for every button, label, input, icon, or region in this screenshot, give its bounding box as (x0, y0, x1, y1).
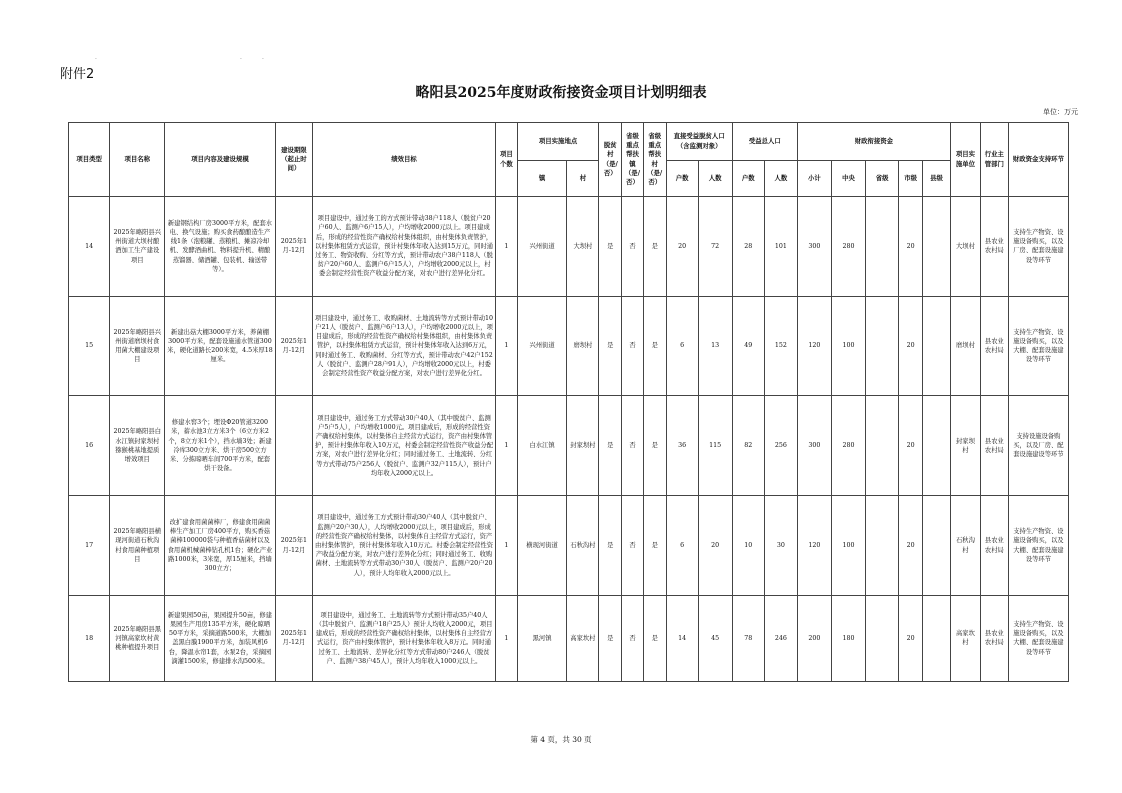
cell-city: 20 (899, 496, 923, 596)
cell-key-town: 否 (622, 197, 644, 297)
cell-central: 100 (832, 296, 866, 396)
scan-dot: · (262, 56, 264, 63)
cell-direct-persons: 13 (698, 296, 732, 396)
cell-poor-village: 是 (599, 296, 622, 396)
header-key-village: 省级重点帮扶村（是/否） (643, 123, 666, 197)
header-town: 镇 (517, 161, 567, 197)
header-content: 项目内容及建设规模 (165, 123, 276, 197)
cell-benefit-persons: 30 (764, 496, 797, 596)
header-unit-impl: 项目实施单位 (950, 123, 980, 197)
scan-dot: · (240, 56, 242, 63)
cell-name: 2025年略阳县兴州街道大坝村酿酒加工生产建设项目 (110, 197, 165, 297)
cell-goal: 项目建设中，通过务工、收购菌材、土地流转等方式预计带动10户21人（脱贫户、监测户6户13人），户均增收2000元以上，项目建成后，形成的经营性资产确权给村集体组织，由村集体负责管护，以村集体租赁方式运营，预计村集体年收入达到6万元，同时通过务工、收购菌材、分红等方式，预计带动农户42户152人（脱贫户、监测户28户91人），户均增收2000元以上，村委会制定经营性资产收益分配方案，对农户进行差异化分红。 (313, 296, 496, 396)
cell-benefit-households: 28 (732, 197, 764, 297)
cell-central: 280 (832, 197, 866, 297)
cell-direct-persons: 72 (698, 197, 732, 297)
header-benefit-persons: 人数 (764, 161, 797, 197)
header-name: 项目名称 (110, 123, 165, 197)
cell-unit-impl: 封家坝村 (950, 396, 980, 496)
cell-period: 2025年1月-12月 (275, 496, 312, 596)
cell-period: 2025年1月-12月 (275, 296, 312, 396)
cell-key-village: 是 (643, 197, 666, 297)
cell-period: 2025年1月-12月 (275, 595, 312, 681)
header-benefit-households: 户数 (732, 161, 764, 197)
cell-central: 280 (832, 396, 866, 496)
header-subtotal: 小计 (797, 161, 831, 197)
header-direct-households: 户数 (666, 161, 698, 197)
header-fund: 财政衔接资金 (797, 123, 950, 161)
cell-link: 支持生产物资、设施设备购买，以及厂房、配套设施建设等环节 (1008, 197, 1068, 297)
header-link: 财政资金支持环节 (1008, 123, 1068, 197)
table-row (69, 496, 1069, 596)
cell-key-town: 否 (622, 496, 644, 596)
cell-village: 封家坝村 (567, 396, 599, 496)
cell-subtotal: 200 (797, 595, 831, 681)
cell-benefit-households: 10 (732, 496, 764, 596)
cell-province (866, 496, 899, 596)
table-row (69, 396, 1069, 496)
cell-town: 兴州街道 (517, 197, 567, 297)
page-title: 略阳县2025年度财政衔接资金项目计划明细表 (415, 85, 707, 101)
cell-province (866, 595, 899, 681)
cell-direct-households: 36 (666, 396, 698, 496)
cell-key-town: 否 (622, 296, 644, 396)
cell-content: 改扩建食用菌菌棒厂，修建食用菌菌棒生产加工厂房400平方，购买香菇菌棒100000袋与种植香菇菌材以及食用菌机械菌棒钻孔机1台；硬化产业路1000米，3米宽，厚15厘米，挡墙300立方； (165, 496, 276, 596)
cell-link: 支持生产物资、设施设备购买，以及大棚、配套设施建设等环节 (1008, 595, 1068, 681)
cell-city: 20 (899, 296, 923, 396)
cell-unit-impl: 磨坝村 (950, 296, 980, 396)
cell-type: 18 (69, 595, 110, 681)
cell-period: 2025年1月-12月 (275, 197, 312, 297)
cell-direct-households: 6 (666, 496, 698, 596)
cell-benefit-persons: 152 (764, 296, 797, 396)
cell-count: 1 (496, 396, 518, 496)
cell-county (922, 496, 950, 596)
cell-key-town: 否 (622, 595, 644, 681)
cell-goal: 项目建设中，通过务工方式预计带动30户40人（其中脱贫户、监测户20户30人），人均增收2000元以上，项目建成后，形成的经营性资产确权给村集体，以村集体自主经营方式运行，资产由村集体管护，预计村集体年收入10万元。村委会制定经营性资产收益分配方案，对农户进行差异化分红；同时通过务工、收购菌材、土地流转等方式带动30户30人（脱贫户、监测户20户20人），预计人均年收入2000元以上。 (313, 496, 496, 596)
cell-county (922, 595, 950, 681)
cell-type: 14 (69, 197, 110, 297)
cell-city: 20 (899, 197, 923, 297)
cell-poor-village: 是 (599, 396, 622, 496)
cell-benefit-households: 49 (732, 296, 764, 396)
cell-direct-households: 6 (666, 296, 698, 396)
cell-goal: 项目建设中，通过务工方式带动30户40人（其中脱贫户、监测户5户5人），户均增收1000元。项目建成后，形成的经营性资产确权给村集体，以村集体自主经营方式运行，资产由村集体管护，预计村集体年收入10万元，村委会制定经营性资产收益分配方案，对农户进行差异化分红；同时通过务工、土地流转、分红等方式带动75户256人（脱贫户、监测户32户115人），预计户均年收入2000元以上。 (313, 396, 496, 496)
cell-county (922, 396, 950, 496)
cell-city: 20 (899, 396, 923, 496)
cell-key-town: 否 (622, 396, 644, 496)
cell-poor-village: 是 (599, 197, 622, 297)
cell-key-village: 是 (643, 595, 666, 681)
unit-label: 单位：万元 (1043, 108, 1078, 116)
project-table (68, 122, 1069, 682)
cell-unit-impl: 大坝村 (950, 197, 980, 297)
cell-village: 石秋沟村 (567, 496, 599, 596)
cell-benefit-persons: 256 (764, 396, 797, 496)
table-row (69, 197, 1069, 297)
header-direct-pop: 直接受益脱贫人口（含监测对象） (666, 123, 732, 161)
cell-unit-impl: 石秋沟村 (950, 496, 980, 596)
cell-period (275, 396, 312, 496)
cell-count: 1 (496, 296, 518, 396)
cell-village: 大坝村 (567, 197, 599, 297)
cell-poor-village: 是 (599, 496, 622, 596)
cell-content: 新建钢结构厂房3000平方米，配套水电、换气设施；购买食药酿酿造生产线1条（泡粮罐、蒸粮机、摊凉冷却机、发酵酒曲机、物料提升机、精酿蒸馏器、储酒罐、包装机、输送带等）。 (165, 197, 276, 297)
cell-dept: 县农业农村局 (980, 496, 1008, 596)
cell-type: 16 (69, 396, 110, 496)
table-row (69, 595, 1069, 681)
cell-direct-households: 14 (666, 595, 698, 681)
cell-benefit-households: 82 (732, 396, 764, 496)
cell-link: 支持生产物资、设施设备购买，以及大棚、配套设施建设等环节 (1008, 296, 1068, 396)
cell-link: 支持生产物资、设施设备购买，以及大棚、配套设施建设等环节 (1008, 496, 1068, 596)
header-dept: 行业主管部门 (980, 123, 1008, 197)
cell-province (866, 197, 899, 297)
cell-village: 磨坝村 (567, 296, 599, 396)
cell-key-village: 是 (643, 296, 666, 396)
cell-name: 2025年略阳县横现河街道石秋沟村食用菌种植项目 (110, 496, 165, 596)
header-key-town: 省级重点帮扶镇（是/否） (622, 123, 644, 197)
cell-type: 17 (69, 496, 110, 596)
cell-benefit-households: 78 (732, 595, 764, 681)
header-county: 县级 (922, 161, 950, 197)
cell-direct-persons: 20 (698, 496, 732, 596)
header-central: 中央 (832, 161, 866, 197)
cell-content: 新建果园50亩，果园提升50亩，修建果园生产用房135平方米，硬化晾晒50平方米，采摘道路500米，大棚加盖黑白膜1900平方米，加装风机6台，降温水帘1套，水泵2台，采摘园滴灌1500米，修建排水沟500米。 (165, 595, 276, 681)
header-province: 省级 (866, 161, 899, 197)
cell-town: 白水江镇 (517, 396, 567, 496)
cell-goal: 项目建设中，通过务工的方式预计带动38户118人（脱贫户20户60人、监测户6户15人），户均增收2000元以上。项目建成后，形成的经营性资产确权给村集体组织，由村集体负责管护，以村集体租赁方式运营，预计村集体年收入达到15万元，同时通过务工、物资收购、分红等方式，预计带动农户38户118人（脱贫户20户60人、监测户6户15人），户均增收2000元以上，村委会制定经营性资产收益分配方案，对农户进行差异化分红。 (313, 197, 496, 297)
cell-name: 2025年略阳县黑河镇高家坎村黄桃种植提升项目 (110, 595, 165, 681)
header-location: 项目实施地点 (517, 123, 599, 161)
cell-count: 1 (496, 496, 518, 596)
cell-county (922, 197, 950, 297)
cell-count: 1 (496, 197, 518, 297)
cell-link: 支持设施设备购买，以及厂房、配套设施建设等环节 (1008, 396, 1068, 496)
attachment-label: 附件2 (60, 67, 95, 82)
header-type: 项目类型 (69, 123, 110, 197)
cell-dept: 县农业农村局 (980, 296, 1008, 396)
cell-province (866, 396, 899, 496)
header-city: 市级 (899, 161, 923, 197)
cell-content: 新建出菇大棚3000平方米，养菌棚3000平方米，配套设施通水管道300米，硬化道路长200米宽，4.5米厚18厘米。 (165, 296, 276, 396)
cell-name: 2025年略阳县兴州街道磨坝村食用菌大棚建设项目 (110, 296, 165, 396)
header-goal: 绩效目标 (313, 123, 496, 197)
table-row (69, 296, 1069, 396)
cell-goal: 项目建设中，通过务工、土地流转等方式预计带动35户40人（其中脱贫户、监测户18户25人）预计人均收入2000元，项目建成后，形成的经营性资产确权给村集体，以村集体自主经营方式运行，资产由村集体管护，预计村集体年收入8万元。同时通过务工、土地流转、差异化分红等方式带动80户246人（脱贫户、监测户38户45人），预计人均年收入1000元以上。 (313, 595, 496, 681)
cell-poor-village: 是 (599, 595, 622, 681)
cell-subtotal: 300 (797, 396, 831, 496)
cell-direct-persons: 115 (698, 396, 732, 496)
cell-central: 100 (832, 496, 866, 596)
header-benefit-pop: 受益总人口 (732, 123, 797, 161)
cell-town: 横现河街道 (517, 496, 567, 596)
cell-county (922, 296, 950, 396)
cell-village: 高家坎村 (567, 595, 599, 681)
cell-type: 15 (69, 296, 110, 396)
header-count: 项目个数 (496, 123, 518, 197)
cell-town: 黑河镇 (517, 595, 567, 681)
header-poor-village: 脱贫村（是/否） (599, 123, 622, 197)
header-village: 村 (567, 161, 599, 197)
scan-dot: · (95, 56, 97, 63)
header-direct-persons: 人数 (698, 161, 732, 197)
header-period: 建设期限（起止时间） (275, 123, 312, 197)
cell-subtotal: 120 (797, 496, 831, 596)
cell-count: 1 (496, 595, 518, 681)
cell-dept: 县农业农村局 (980, 396, 1008, 496)
cell-dept: 县农业农村局 (980, 197, 1008, 297)
cell-name: 2025年略阳县白水江镇封家坝村猕猴桃基地提质增效项目 (110, 396, 165, 496)
cell-town: 兴州街道 (517, 296, 567, 396)
cell-province (866, 296, 899, 396)
cell-key-village: 是 (643, 396, 666, 496)
cell-content: 修建水窖3个；埋设Φ20管道3200米，蓄水池3立方米3个（6立方米2个，8立方米1个），挡水墙3处；新建冷库300立方米、烘干房500立方米、分拣晾晒车间700平方米，配套烘干设备。 (165, 396, 276, 496)
page-footer: 第 4 页，共 30 页 (530, 735, 592, 744)
cell-direct-households: 20 (666, 197, 698, 297)
cell-key-village: 是 (643, 496, 666, 596)
cell-central: 180 (832, 595, 866, 681)
cell-subtotal: 120 (797, 296, 831, 396)
cell-subtotal: 300 (797, 197, 831, 297)
cell-direct-persons: 45 (698, 595, 732, 681)
cell-unit-impl: 高家坎村 (950, 595, 980, 681)
cell-dept: 县农业农村局 (980, 595, 1008, 681)
cell-benefit-persons: 246 (764, 595, 797, 681)
cell-city: 20 (899, 595, 923, 681)
cell-benefit-persons: 101 (764, 197, 797, 297)
